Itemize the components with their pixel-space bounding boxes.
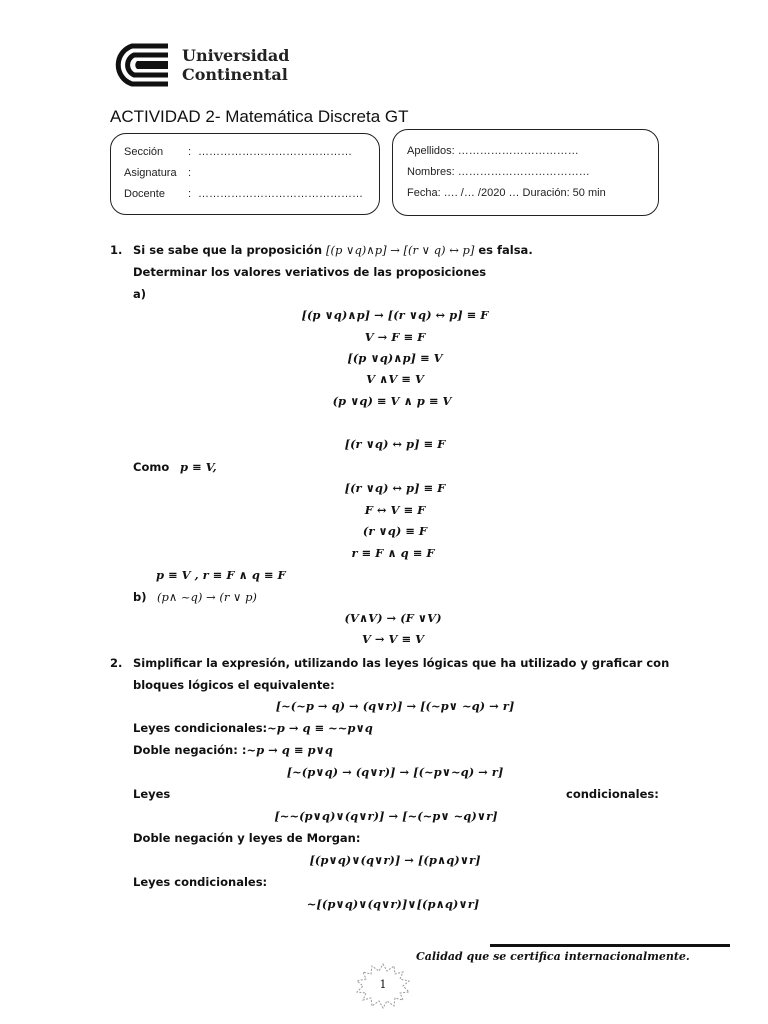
q2-number: 2. <box>110 656 123 670</box>
q1-b-line-2: V → V ≡ V <box>361 632 425 646</box>
q1-a-label: a) <box>133 287 147 301</box>
q1-a-line-1: [(p ∨q)∧p] → [(r ∨q) ↔ p] ≡ F <box>301 308 489 322</box>
field-docente-label: Docente <box>124 188 165 200</box>
q1-como-line-4: r ≡ F ∧ q ≡ F <box>351 546 435 560</box>
field-seccion-sep: : <box>188 146 192 158</box>
q2-formula-3: [~~(p∨q)∨(q∨r)] → [~(~p∨ ~q)∨r] <box>274 809 498 823</box>
field-apellidos[interactable]: Apellidos: …………………………… <box>407 145 579 157</box>
page-number: 1 <box>379 978 387 991</box>
field-nombres[interactable]: Nombres: ……………………………… <box>407 166 590 178</box>
q1-intro-text-a: Si se sabe que la proposición <box>133 243 323 257</box>
q2-formula-2: [~(p∨q) → (q∨r)] → [(~p∨~q) → r] <box>286 765 504 779</box>
q1-intro <box>133 243 533 257</box>
q1-a-line-4: V ∧V ≡ V <box>366 372 424 386</box>
q2-law-2-formula: ~p → q ≡ p∨q <box>246 743 333 757</box>
logo-line-2: Continental <box>182 65 288 84</box>
field-docente-value[interactable]: ……………………………………… <box>198 188 363 200</box>
q2-intro-line-2: bloques lógicos el equivalente: <box>133 678 335 692</box>
q1-a-line-5: (p ∨q) ≡ V ∧ p ≡ V <box>332 394 452 408</box>
q2-law-1-formula: ~p → q ≡ ~~p∨q <box>267 721 373 735</box>
field-fecha[interactable]: Fecha: …. /… /2020 … Duración: 50 min <box>407 187 606 199</box>
q1-como-line-3: (r ∨q) ≡ F <box>362 524 428 538</box>
q2-intro-line-1: Simplificar la expresión, utilizando las leyes lógicas que ha utilizado y graficar con <box>133 656 670 670</box>
q1-a-line-3: [(p ∨q)∧p] ≡ V <box>347 351 443 365</box>
q2-law-2 <box>133 743 333 757</box>
field-seccion-value[interactable]: …………………………………… <box>198 146 352 158</box>
q2-law-2-label: Doble negación: : <box>133 743 247 757</box>
q1-b-line-1: (V∧V) → (F ∨V) <box>344 611 442 625</box>
q1-como-label: Como <box>133 460 170 474</box>
q1-a-line-2: V → F ≡ F <box>364 330 426 344</box>
university-logo-icon <box>108 42 170 88</box>
q1-como-line-1: [(r ∨q) ↔ p] ≡ F <box>344 481 446 495</box>
q2-law-3-right: condicionales: <box>566 787 659 801</box>
university-logo <box>108 42 288 88</box>
q1-instruction: Determinar los valores veriativos de las proposiciones <box>133 265 487 279</box>
q1-intro-formula: [(p ∨q)∧p] → [(r ∨ q) ↔ p] <box>326 243 475 257</box>
q2-formula-4: [(p∨q)∨(q∨r)] → [(p∧q)∨r] <box>309 853 481 867</box>
q1-number: 1. <box>110 243 123 257</box>
field-seccion-label: Sección <box>124 146 164 158</box>
q1-b-formula: (p∧ ~q) → (r ∨ p) <box>157 590 257 604</box>
footer-slogan: Calidad que se certifica internacionalmente. <box>416 950 690 963</box>
q1-como-formula: p ≡ V, <box>180 460 217 474</box>
logo-line-1: Universidad <box>182 46 290 65</box>
q1-como-line-2: F ↔ V ≡ F <box>364 503 426 517</box>
q2-law-1 <box>133 721 373 735</box>
q1-b-label: b) <box>133 590 147 604</box>
q2-formula-5: ~[(p∨q)∨(q∨r)]∨[(p∧q)∨r] <box>306 897 480 911</box>
q1-intro-text-b: es falsa. <box>478 243 533 257</box>
q2-law-1-label: Leyes condicionales: <box>133 721 268 735</box>
q2-law-5: Leyes condicionales: <box>133 875 268 889</box>
q2-law-4: Doble negación y leyes de Morgan: <box>133 831 361 845</box>
q1-summary: p ≡ V , r ≡ F ∧ q ≡ F <box>156 568 286 582</box>
field-docente-sep: : <box>188 188 192 200</box>
footer-rule <box>490 944 730 947</box>
page-title: ACTIVIDAD 2- Matemática Discreta GT <box>110 107 409 126</box>
page-number-badge <box>352 962 414 1010</box>
q2-law-3-left: Leyes <box>133 787 171 801</box>
field-asignatura-sep: : <box>188 167 192 179</box>
q1-a-line-6: [(r ∨q) ↔ p] ≡ F <box>344 437 446 451</box>
q2-formula-1: [~(~p → q) → (q∨r)] → [(~p∨ ~q) → r] <box>275 699 515 713</box>
field-asignatura-label: Asignatura <box>124 167 177 179</box>
